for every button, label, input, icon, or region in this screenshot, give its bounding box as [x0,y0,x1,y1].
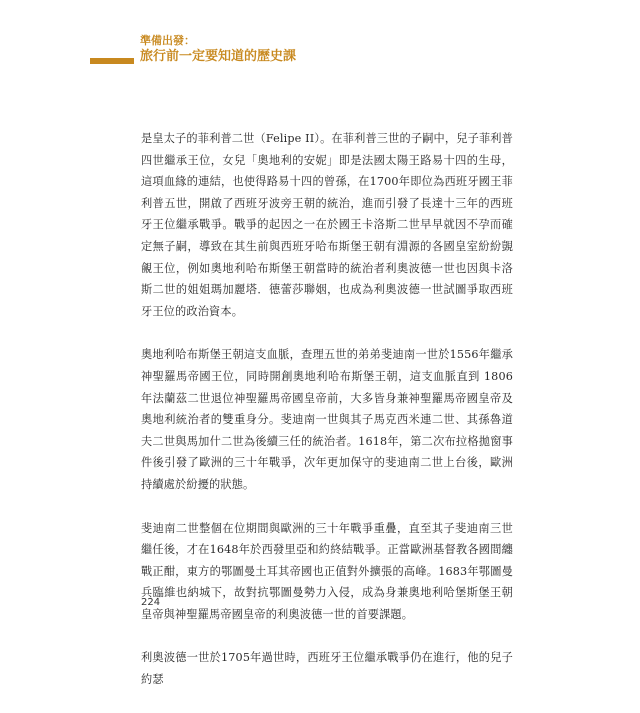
paragraph-2: 奧地利哈布斯堡王朝這支血脈，查理五世的弟弟斐迪南一世於1556年繼承神聖羅馬帝國王位，同時開創奧地利哈布斯堡王朝，這支血脈直到 1806年法蘭茲二世退位神聖羅馬帝國皇帝前，大多皆身兼神聖羅馬帝國皇帝及奧地利統治者的雙重身分。斐迪南一世與其子馬克西米連二世、其孫魯道夫二世與馬加什二世為後續三任的統治者。1618年，第二次布拉格拋窗事件後引發了歐洲的三十年戰爭，次年更加保守的斐迪南二世上台後，歐洲持續處於紛擾的狀態。 [141,348,513,491]
header-text [140,34,296,65]
chapter-header [90,34,296,65]
header-accent-bar [90,58,134,64]
header-kicker: 準備出發： [140,34,195,47]
paragraph-3: 斐迪南二世整個在位期間與歐洲的三十年戰爭重疊，直至其子斐迪南三世繼任後，才在1648年於西發里亞和約終結戰爭。正當歐洲基督教各國間纏戰正酣，東方的鄂圖曼土耳其帝國也正值對外擴張的高峰。1683年鄂圖曼兵臨維也納城下，故對抗鄂圖曼勢力入侵，成為身兼奧地利哈堡斯堡王朝皇帝與神聖羅馬帝國皇帝的利奧波德一世的首要課題。 [141,521,513,621]
paragraph-1: 是皇太子的菲利普二世（Felipe II）。在菲利普三世的子嗣中，兒子菲利普四世繼承王位，女兒「奧地利的安妮」即是法國太陽王路易十四的生母，這項血緣的連結，也使得路易十四的曾孫，在1700年即位為西班牙國王菲利普五世，開啟了西班牙波旁王朝的統治，進而引發了長達十三年的西班牙王位繼承戰爭。戰爭的起因之一在於國王卡洛斯二世早早就因不孕而確定無子嗣，導致在其生前與西班牙哈布斯堡王朝有淵源的各國皇室紛紛覬覦王位，例如奧地利哈布斯堡王朝當時的統治者利奧波德一世也因與卡洛斯二世的姐姐瑪加麗塔．德蕾莎聯姻，也成為利奧波德一世試圖爭取西班牙王位的政治資本。 [141,132,513,318]
header-title: 旅行前一定要知道的歷史課 [140,49,297,64]
body-text [141,128,513,713]
page-number: 224 [141,597,161,608]
paragraph-4: 利奧波德一世於1705年過世時，西班牙王位繼承戰爭仍在進行，他的兒子約瑟 [141,651,513,687]
